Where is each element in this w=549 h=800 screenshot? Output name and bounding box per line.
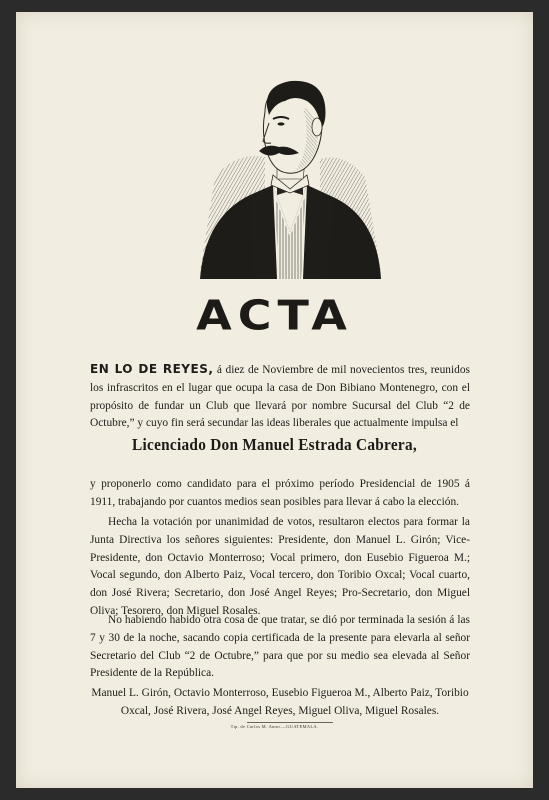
paragraph-candidacy: y proponerlo como candidato para el próximo período Presidencial de 1905 á 1911, trabajando por cuantos medios sean posibles para llevar á cabo la elección. <box>90 478 470 508</box>
paragraph-closing: No habiendo habido otra cosa de que tratar, se dió por terminada la sesión á las 7 y 30 de la noche, sacando copia certificada de la presente para elevarla al señor Secretario del Club “2 de Octubre,” para que por su medio sea elevada al Señor Presidente de la República. <box>90 614 470 680</box>
portrait-engraving <box>195 67 385 279</box>
paragraph-election: Hecha la votación por unanimidad de votos, resultaron electos para formar la Junta Directiva los señores siguientes: Presidente, don Manuel L. Girón; Vice-Presidente, don Octavio Monterroso; Vocal primero, don Eusebio Figueroa M.; Vocal segundo, don Alberto Paiz, Vocal tercero, don Toribio Oxcal; Vocal cuarto, don José Rivera; Secretario, don José Angel Reyes; Pro-Secretario, don Miguel Oliva; Tesorero, don Miguel Rosales. <box>90 516 470 617</box>
opening-lead: EN LO DE REYES, <box>90 362 214 376</box>
signatories: Manuel L. Girón, Octavio Monterroso, Eusebio Figueroa M., Alberto Paiz, Toribio Oxcal, José Rivera, José Angel Reyes, Miguel Oliva, Miguel Rosales. <box>91 687 469 717</box>
honoree-name: Licenciado Don Manuel Estrada Cabrera, <box>132 435 417 454</box>
broadside-sheet <box>16 12 533 788</box>
opening-text: á diez de Noviembre de mil novecientos tres, reunidos los infrascritos en el lugar que ocupa la casa de Don Bibiano Montenegro, con el propósito de fundar un Club que llevará por nombre Sucursal del Club “2 de Octubre,” y cuyo fin será secundar las ideas liberales que actualmente impulsa el <box>90 364 470 430</box>
opening-paragraph <box>90 361 470 433</box>
printer-imprint: Tip. de Carlos M. Amor.—GUATEMALA. <box>230 724 319 729</box>
imprint-divider <box>247 722 333 723</box>
document-title: ACTA <box>196 290 353 340</box>
